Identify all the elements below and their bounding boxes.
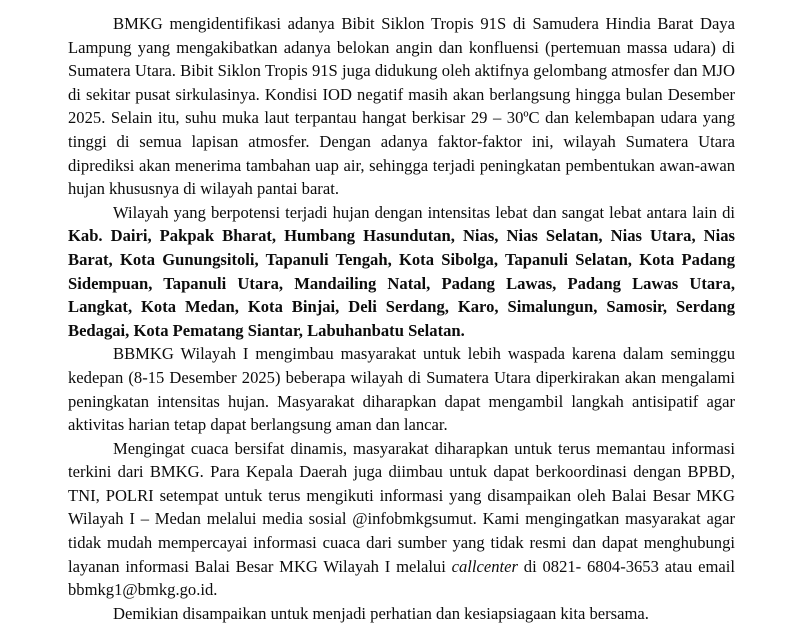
region-list: Kab. Dairi, Pakpak Bharat, Humbang Hasundutan, Nias, Nias Selatan, Nias Utara, Nias Barat, Kota Gunungsitoli, Tapanuli Tengah, Kota Sibolga, Tapanuli Selatan, Kota Padang Sidempuan, Tapanuli Utara, Mandailing Natal, Padang Lawas, Padang Lawas Utara, Langkat, Kota Medan, Kota Binjai, Deli Serdang, Karo, Simalungun, Samosir, Serdang Bedagai, Kota Pematang Siantar, Labuhanbatu Selatan. xyxy=(68,226,735,340)
paragraph-text: BBMKG Wilayah I mengimbau masyarakat untuk lebih waspada karena dalam seminggu kedepan (8-15 Desember 2025) beberapa wilayah di Sumatera Utara diperkirakan akan mengalami peningkatan intensitas hujan. Masyarakat diharapkan dapat mengambil langkah antisipatif agar aktivitas harian tetap dapat berlangsung aman dan lancar. xyxy=(68,344,735,435)
paragraph-affected-regions xyxy=(68,201,735,343)
callcenter-label: callcenter xyxy=(451,556,518,576)
paragraph-closing xyxy=(68,602,735,625)
regions-intro-text: Wilayah yang berpotensi terjadi hujan dengan intensitas lebat dan sangat lebat antara lain di xyxy=(113,202,735,222)
paragraph-text: Mengingat cuaca bersifat dinamis, masyarakat diharapkan untuk terus memantau informasi terkini dari BMKG. Para Kepala Daerah juga diimbau untuk dapat berkoordinasi dengan BPBD, TNI, POLRI setempat untuk terus mengikuti informasi yang disampaikan oleh Balai Besar MKG Wilayah I – Medan melalui media sosial @infobmkgsumut. Kami mengingatkan masyarakat agar tidak mudah mempercayai informasi cuaca dari sumber yang tidak resmi dan dapat menghubungi layanan informasi Balai Besar MKG Wilayah I melalui xyxy=(68,438,735,576)
document-body xyxy=(68,12,735,625)
paragraph-cyclone-analysis xyxy=(68,12,735,201)
paragraph-text: Demikian disampaikan untuk menjadi perhatian dan kesiapsiagaan kita bersama. xyxy=(113,603,649,623)
contact-details-text: di 0821- 6804-3653 atau email bbmkg1@bmkg.go.id. xyxy=(68,556,735,600)
paragraph-text: BMKG mengidentifikasi adanya Bibit Siklon Tropis 91S di Samudera Hindia Barat Daya Lampung yang mengakibatkan adanya belokan angin dan konfluensi (pertemuan massa udara) di Sumatera Utara. Bibit Siklon Tropis 91S juga didukung oleh aktifnya gelombang atmosfer dan MJO di sekitar pusat sirkulasinya. Kondisi IOD negatif masih akan berlangsung hingga bulan Desember 2025. Selain itu, suhu muka laut terpantau hangat berkisar 29 – 30ºC dan kelembapan udara yang tinggi di semua lapisan atmosfer. Dengan adanya faktor-faktor ini, wilayah Sumatera Utara diprediksi akan menerima tambahan uap air, sehingga terjadi peningkatan pembentukan awan-awan hujan khususnya di wilayah pantai barat. xyxy=(68,14,735,199)
paragraph-contact-info xyxy=(68,437,735,602)
paragraph-public-advisory xyxy=(68,342,735,436)
